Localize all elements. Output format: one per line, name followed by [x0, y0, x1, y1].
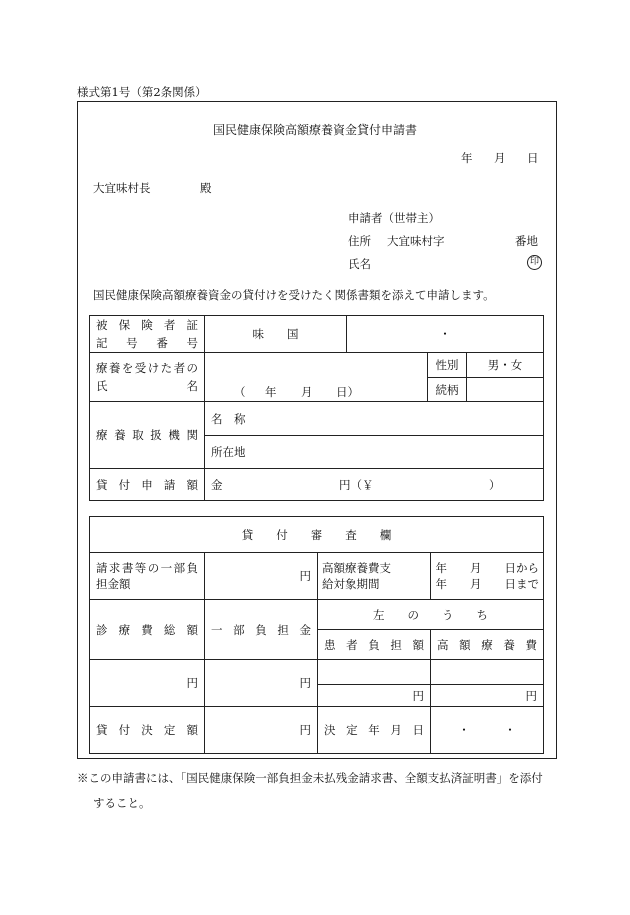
seal-mark [527, 255, 542, 270]
decision-amount-cell[interactable]: 円 [205, 707, 318, 754]
addressee-honorific: 殿 [200, 181, 212, 195]
breakdown-header-row [90, 600, 544, 630]
high-cost-label: 高額療養費 [431, 630, 544, 660]
name-label: 氏名 [348, 257, 371, 271]
footnote-line1: ※この申請書には、「国民健康保険一部負担金未払残金請求書、全額支払済証明書」を添付 [77, 771, 543, 785]
application-table [89, 315, 544, 501]
birth-open: （ [234, 385, 246, 399]
total-label: 診療費総額 [90, 600, 205, 660]
patient-row-a [90, 353, 544, 378]
seal-text: 印 [529, 257, 539, 267]
partial-row [90, 553, 544, 600]
form-number: 様式第1号（第2条関係） [77, 85, 207, 99]
period-value-cell[interactable]: 年 月 日から 年 月 日まで [431, 553, 544, 600]
review-header: 貸 付 審 査 欄 [90, 517, 544, 553]
institution-name-cell[interactable]: 名 称 [205, 402, 544, 436]
insured-label: 被保険者証 記号番号 [90, 316, 205, 353]
breakdown-label: 左 の う ち [318, 600, 544, 630]
decision-date-cell[interactable]: ・ ・ [431, 707, 544, 754]
relation-label: 続柄 [428, 378, 467, 402]
patient-name-cell[interactable] [205, 353, 428, 402]
birth-month-label: 月 [301, 385, 313, 399]
patient-burden-amount-cell[interactable]: 円 [318, 685, 431, 707]
patient-burden-spacer [318, 660, 431, 685]
period-label: 高額療養費支 給対象期間 [318, 553, 431, 600]
sex-value[interactable]: 男・女 [467, 353, 544, 378]
high-cost-amount-cell[interactable]: 円 [431, 685, 544, 707]
birth-year-label: 年 [265, 385, 277, 399]
amount-cell[interactable] [205, 469, 544, 501]
amount-label: 貸付申請額 [90, 469, 205, 501]
relation-value[interactable] [467, 378, 544, 402]
partial-amount-cell[interactable]: 円 [205, 553, 318, 600]
date-month-label: 月 [494, 151, 506, 165]
decision-amount-label: 貸付決定額 [90, 707, 205, 754]
address-value: 大宜味村字 [387, 234, 445, 248]
insured-symbol-cell[interactable]: 味 国 [205, 316, 347, 353]
address-label: 住所 [348, 234, 371, 248]
sex-label: 性別 [428, 353, 467, 378]
insured-row [90, 316, 544, 353]
amount-values-row-a [90, 660, 544, 685]
birth-day-label: 日） [336, 385, 359, 399]
patient-burden-label: 患者負担額 [318, 630, 431, 660]
institution-row-a [90, 402, 544, 436]
date-year-label: 年 [461, 151, 473, 165]
institution-address-cell[interactable]: 所在地 [205, 436, 544, 469]
total-amount-cell[interactable]: 円 [90, 660, 205, 707]
copay-label: 一部負担金 [205, 600, 318, 660]
partial-label: 請求書等の一部負 担金額 [90, 553, 205, 600]
insured-number-cell[interactable]: ・ [347, 316, 544, 353]
amount-close: ） [489, 477, 501, 492]
form-title: 国民健康保険高額療養資金貸付申請書 [212, 123, 417, 137]
addressee-mayor: 大宜味村長 [93, 181, 151, 195]
amount-prefix: 金 [211, 477, 223, 492]
decision-date-label: 決定年月日 [318, 707, 431, 754]
institution-label: 療養取扱機関 [90, 402, 205, 469]
banchi-label: 番地 [515, 234, 538, 248]
footnote-line2: すること。 [93, 796, 151, 810]
applicant-label: 申請者（世帯主） [348, 211, 440, 225]
decision-row [90, 707, 544, 754]
review-table [89, 516, 544, 754]
copay-amount-cell[interactable]: 円 [205, 660, 318, 707]
amount-yen: 円（￥ [339, 477, 374, 492]
intro-text: 国民健康保険高額療養資金の貸付けを受けたく関係書類を添えて申請します。 [93, 288, 495, 302]
high-cost-spacer [431, 660, 544, 685]
patient-label: 療養を受けた者の 氏名 [90, 353, 205, 402]
date-day-label: 日 [527, 151, 539, 165]
review-header-row [90, 517, 544, 553]
amount-row [90, 469, 544, 501]
